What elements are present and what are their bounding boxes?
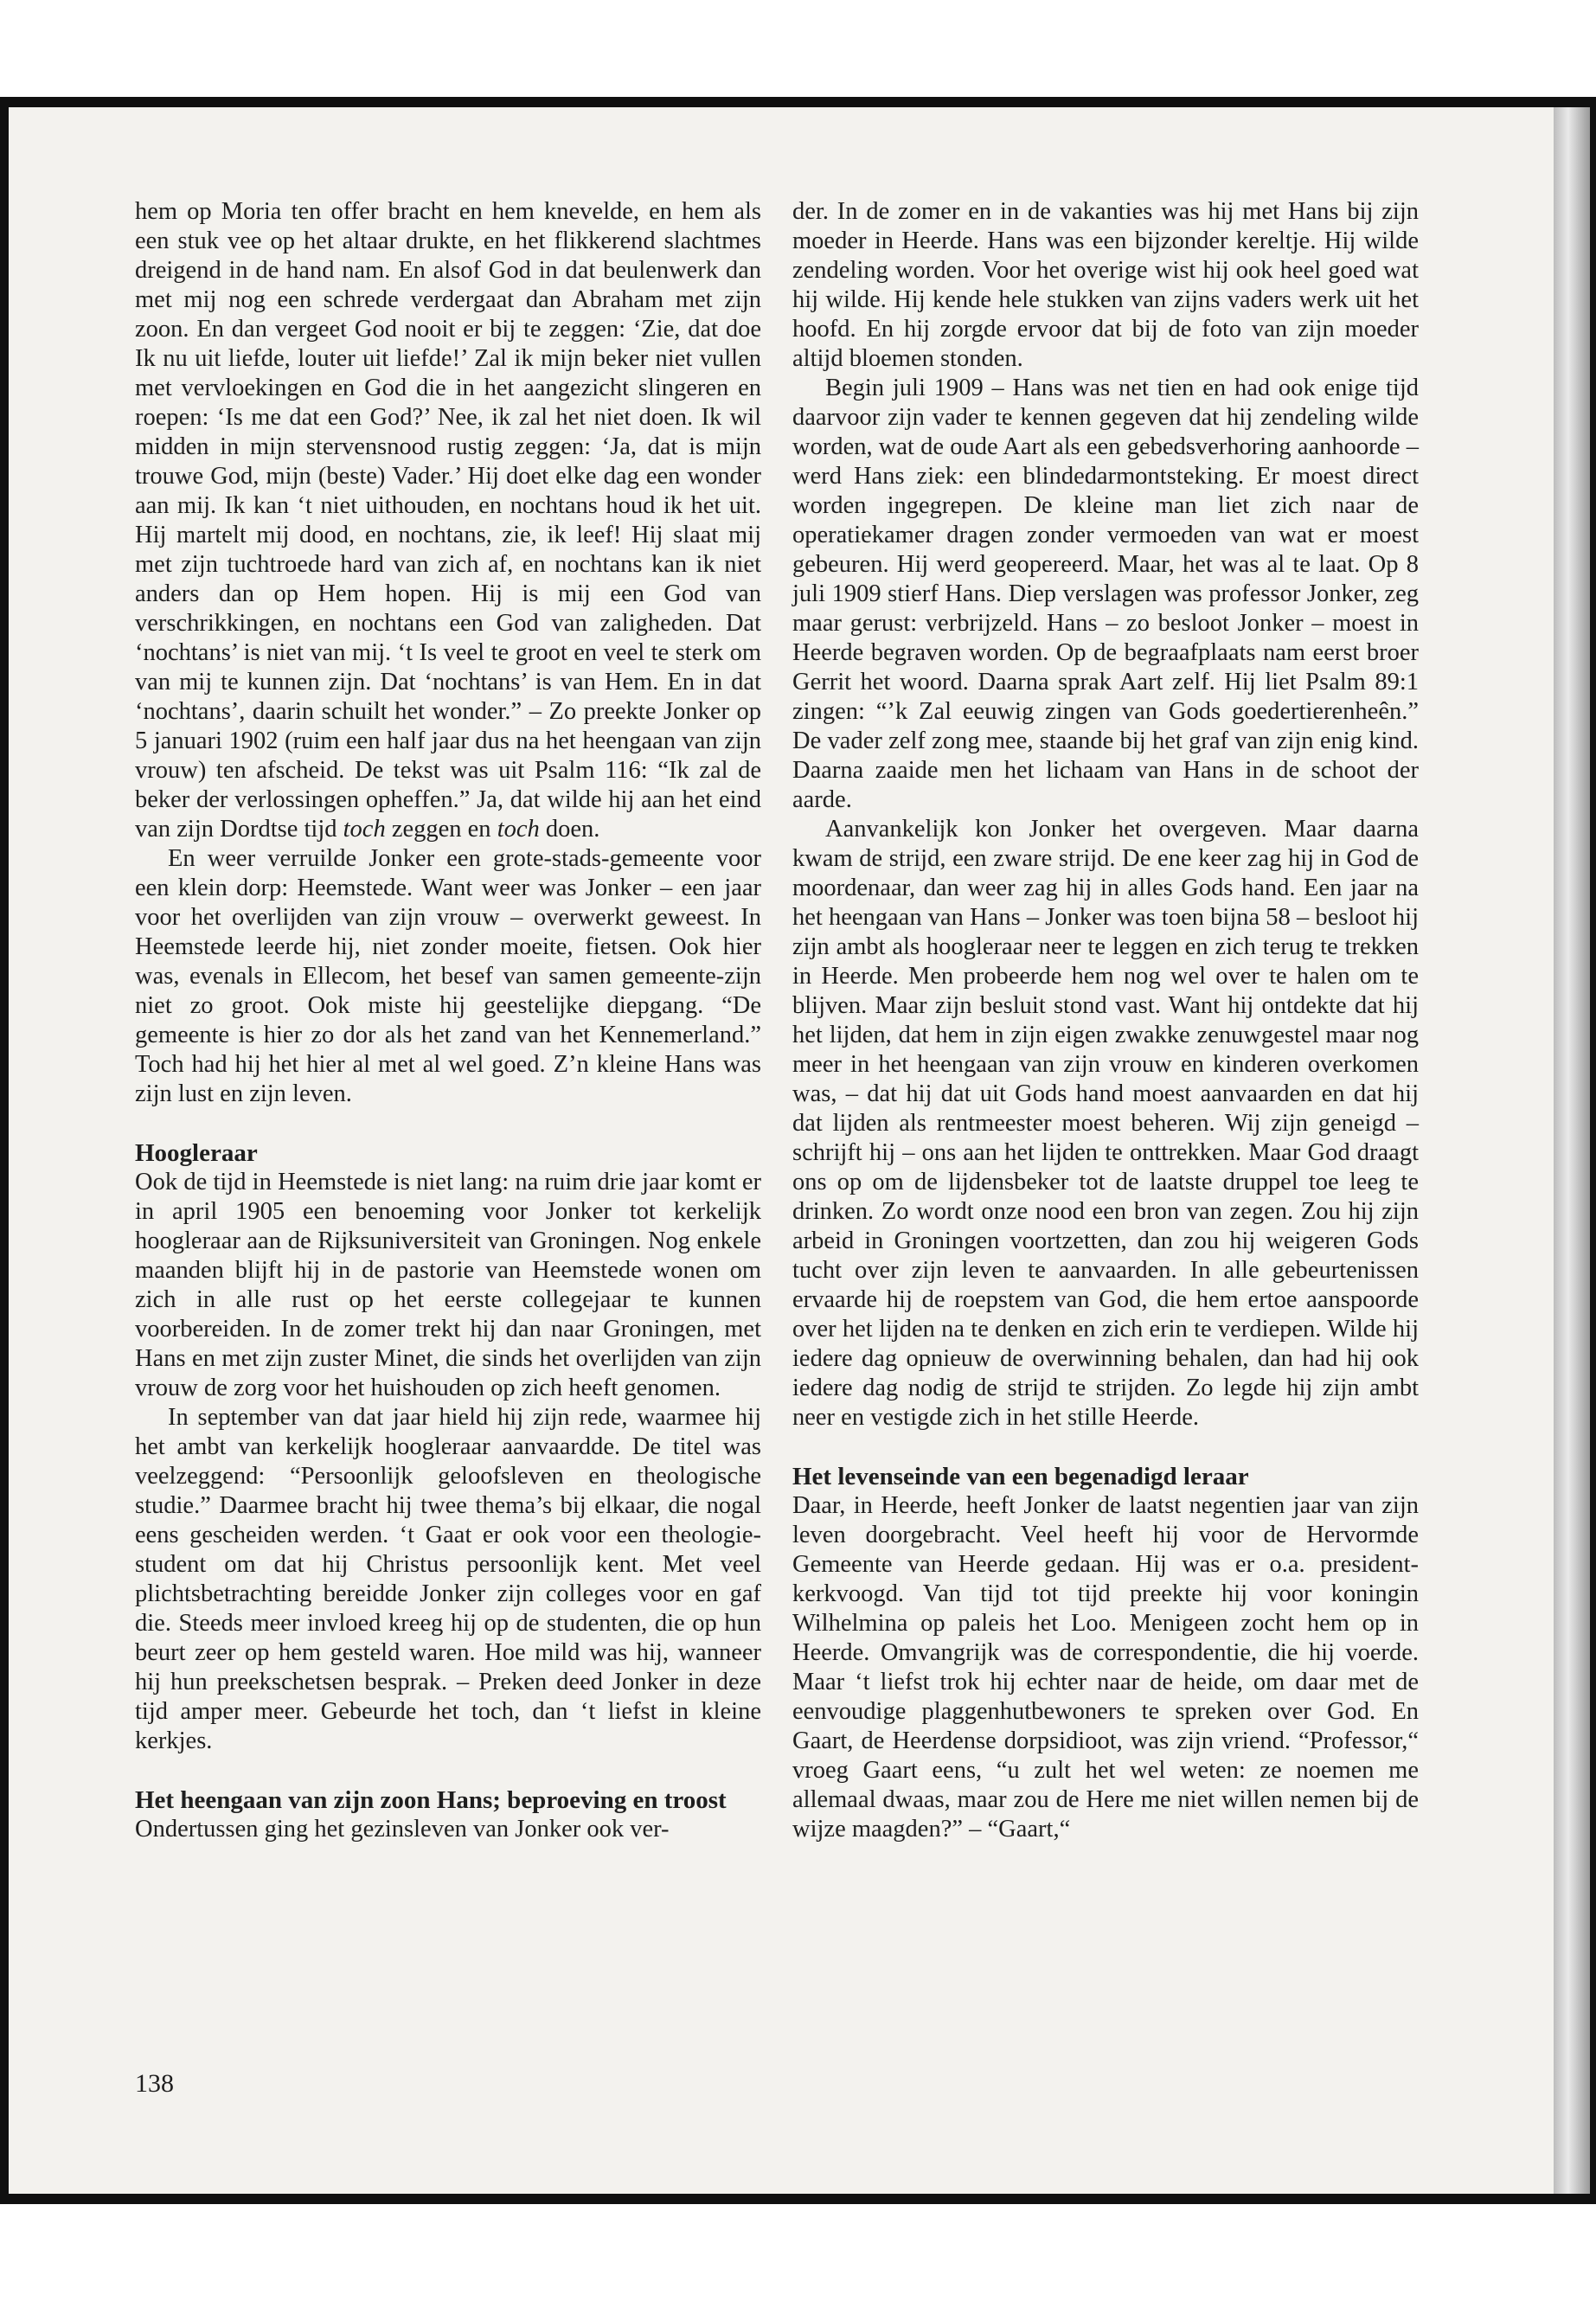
- text-run: hem op Moria ten offer bracht en hem knevelde, en hem als een stuk vee op het altaar drukte, en het flikkerend slachtmes dreigend in de hand nam. En alsof God in dat beulenwerk dan met mij nog een schrede verdergaat dan Abraham met zijn zoon. En dan vergeet God nooit er bij te zeggen: ‘Zie, dat doe Ik nu uit liefde, louter uit liefde!’ Zal ik mijn beker niet vullen met vervloekingen en God die in het aangezicht slingeren en roepen: ‘Is me dat een God?’ Nee, ik zal het niet doen. Ik wil midden in mijn stervensnood rustig zeggen: ‘Ja, dat is mijn trouwe God, mijn (beste) Vader.’ Hij doet elke dag een wonder aan mij. Ik kan ‘t niet uithouden, en nochtans houd ik het uit. Hij martelt mij dood, en nochtans, zie, ik leef! Hij slaat mij met zijn tuchtroede hard van zich af, en nochtans kan ik niet anders dan op Hem hopen. Hij is mij een God van verschrikkingen, en nochtans een God van zaligheden. Dat ‘nochtans’ is niet van mij. ‘t Is veel te groot en veel te sterk om van mij te kunnen zijn. Dat ‘nochtans’ is van Hem. En in dat ‘nochtans’, daarin schuilt het wonder.” – Zo preekte Jonker op 5 januari 1902 (ruim een half jaar dus na het heengaan van zijn vrouw) ten afscheid. De tekst was uit Psalm 116: “Ik zal de beker der verlossingen opheffen.” Ja, dat wilde hij aan het eind van zijn Dordtse tijd: [135, 198, 761, 843]
- section-heading: Het levenseinde van een begenadigd leraar: [792, 1463, 1249, 1490]
- left-column: [135, 197, 761, 1844]
- page-edge: [1554, 107, 1590, 2194]
- spacer: [792, 1433, 1419, 1462]
- page-number: 138: [135, 2069, 174, 2098]
- text-run: zeggen en: [391, 816, 491, 843]
- paragraph: In september van dat jaar hield hij zijn rede, waarmee hij het ambt van kerkelijk hoogleraar aanvaardde. De titel was veelzeggend: “Persoonlijk geloofsleven en theologische studie.” Daarmee bracht hij twee thema’s bij elkaar, die nogal eens gescheiden werden. ‘t Gaat er ook voor een theologie-student om dat hij Christus persoonlijk kent. Met veel plichtsbetrachting bereidde Jonker zijn colleges voor en gaf die. Steeds meer invloed kreeg hij op de studenten, die op hun beurt zeer op hem gesteld waren. Hoe mild was hij, wanneer hij hun preekschetsen besprak. – Preken deed Jonker in deze tijd amper meer. Gebeurde het toch, dan ‘t liefst in kleine kerkjes.: [135, 1404, 761, 1754]
- text-run: doen.: [545, 816, 600, 843]
- spacer: [135, 1756, 761, 1785]
- paragraph: der. In de zomer en in de vakanties was hij met Hans bij zijn moeder in Heerde. Hans was een bijzonder kereltje. Hij wilde zendeling worden. Voor het overige wist hij ook heel goed wat hij wilde. Hij kende hele stukken van zijns vaders werk uit het hoofd. En hij zorgde ervoor dat bij de foto van zijn moeder altijd bloemen stonden.: [792, 198, 1419, 372]
- right-column: [792, 197, 1419, 1844]
- paragraph: Ondertussen ging het gezinsleven van Jonker ook ver-: [135, 1816, 670, 1843]
- paragraph: En weer verruilde Jonker een grote-stads-gemeente voor een klein dorp: Heemstede. Want weer was Jonker – een jaar voor het overlijden van zijn vrouw – overwerkt geweest. In Heemstede leerde hij, niet zonder moeite, fietsen. Ook hier was, evenals in Ellecom, het besef van samen gemeente-zijn niet zo groot. Ook miste hij geestelijke diepgang. “De gemeente is hier zo dor als het zand van het Kennemerland.” Toch had hij het hier al met al wel goed. Z’n kleine Hans was zijn lust en zijn leven.: [135, 845, 761, 1107]
- emphasis: toch: [343, 816, 386, 843]
- paragraph: Ook de tijd in Heemstede is niet lang: na ruim drie jaar komt er in april 1905 een benoeming voor Jonker tot kerkelijk hoogleraar aan de Rijksuniversiteit van Groningen. Nog enkele maanden blijft hij in de pastorie van Heemstede wonen om zich in alle rust op het eerste collegejaar te kunnen voorbereiden. In de zomer trekt hij dan naar Groningen, met Hans en met zijn zuster Minet, die sinds het overlijden van zijn vrouw de zorg voor het huishouden op zich heeft genomen.: [135, 1169, 761, 1401]
- section-heading: Hoogleraar: [135, 1139, 258, 1167]
- paragraph: Daar, in Heerde, heeft Jonker de laatst negentien jaar van zijn leven doorgebracht. Veel heeft hij voor de Hervormde Gemeente van Heerde gedaan. Hij was er o.a. president-kerkvoogd. Van tijd tot tijd preekte hij voor koningin Wilhelmina op paleis het Loo. Menigeen zocht hem op in Heerde. Omvangrijk was de correspondentie, die hij voerde. Maar ‘t liefst trok hij echter naar de heide, om daar met de eenvoudige plaggenhutbewoners te spreken over God. En Gaart, de Heerdense dorpsidioot, was zijn vriend. “Professor,“ vroeg Gaart eens, “u zult het wel weten: ze noemen me allemaal dwaas, maar zou de Here me niet willen nemen bij de wijze maagden?” – “Gaart,“: [792, 1492, 1419, 1843]
- paragraph: [135, 197, 761, 844]
- spacer: [135, 1109, 761, 1138]
- paragraph: Aanvankelijk kon Jonker het overgeven. Maar daarna kwam de strijd, een zware strijd. De ene keer zag hij in God de moordenaar, dan weer zag hij in alles Gods hand. Een jaar na het heengaan van Hans – Jonker was toen bijna 58 – besloot hij zijn ambt als hoogleraar neer te leggen en zich terug te trekken in Heerde. Men probeerde hem nog wel over te halen om te blijven. Maar zijn besluit stond vast. Want hij ontdekte dat hij het lijden, dat hem in zijn eigen zwakke zenuwgestel maar nog meer in het heengaan van zijn vrouw en kinderen overkomen was, – dat hij dat uit Gods hand moest aanvaarden en dat hij dat lijden als rentmeester moest beheren. Wij zijn geneigd – schrijft hij – ons aan het lijden te onttrekken. Maar God draagt ons op om de lijdensbeker tot de laatste druppel toe leeg te drinken. Zo wordt onze nood een bron van zegen. Zou hij zijn arbeid in Groningen voortzetten, dan zou hij weigeren Gods tucht over zijn leven te aanvaarden. In alle gebeurtenissen ervaarde hij de roepstem van God, die hem ertoe aanspoorde over het lijden na te denken en zich erin te verdiepen. Wilde hij iedere dag opnieuw de overwinning behalen, dan had hij ook iedere dag nodig de strijd te strijden. Zo legde hij zijn ambt neer en vestigde zich in het stille Heerde.: [792, 816, 1419, 1431]
- emphasis: toch: [497, 816, 540, 843]
- section-heading: Het heengaan van zijn zoon Hans; beproeving en troost: [135, 1786, 727, 1814]
- paragraph: Begin juli 1909 – Hans was net tien en had ook enige tijd daarvoor zijn vader te kennen gegeven dat hij zendeling wilde worden, wat de oude Aart als een gebedsverhoring aanhoorde – werd Hans ziek: een blindedarmontsteking. Er moest direct worden ingegrepen. De kleine man liet zich naar de operatiekamer dragen zonder vermoeden van wat er moest gebeuren. Hij werd geopereerd. Maar, het was al te laat. Op 8 juli 1909 stierf Hans. Diep verslagen was professor Jonker, zeg maar gerust: verbrijzeld. Hans – zo besloot Jonker – moest in Heerde begraven worden. Op de begraafplaats nam eerst broer Gerrit het woord. Daarna sprak Aart zelf. Hij liet Psalm 89:1 zingen: “’k Zal eeuwig zingen van Gods goedertierenheên.” De vader zelf zong mee, staande bij het graf van zijn enig kind. Daarna zaaide men het lichaam van Hans in de schoot der aarde.: [792, 375, 1419, 813]
